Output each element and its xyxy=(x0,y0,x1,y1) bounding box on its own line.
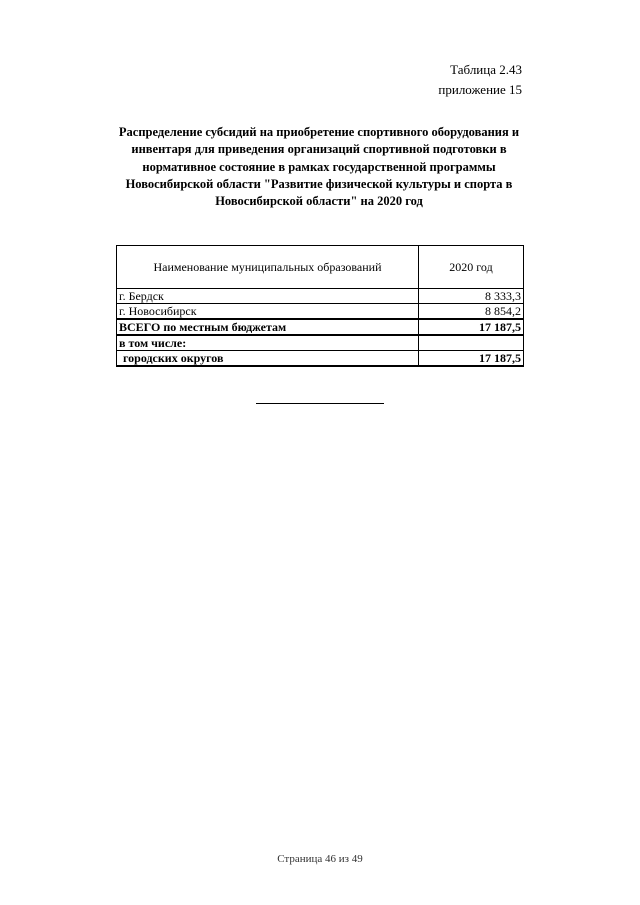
row-value-total: 17 187,5 xyxy=(419,319,524,335)
row-name-total: ВСЕГО по местным бюджетам xyxy=(117,319,419,335)
table-row xyxy=(117,304,524,320)
row-name-urban-districts: городских округов xyxy=(117,351,419,367)
row-name-including: в том числе: xyxy=(117,335,419,351)
column-header-year: 2020 год xyxy=(419,246,524,289)
table-row-urban-districts xyxy=(117,351,524,367)
document-title: Распределение субсидий на приобретение спортивного оборудования и инвентаря для приведения организаций спортивной подготовки в нормативное состояние в рамках государственной программы Новосибирской области "Развитие физической культуры и спорта в Новосибирской области" на 2020 год xyxy=(118,125,520,209)
table-row-including xyxy=(117,335,524,351)
row-value-including xyxy=(419,335,524,351)
table-number: Таблица 2.43 xyxy=(450,62,522,77)
appendix-label: приложение 15 xyxy=(438,82,522,97)
separator-line xyxy=(256,403,384,404)
row-name-novosibirsk: г. Новосибирск xyxy=(117,304,419,320)
table-row-total xyxy=(117,319,524,335)
row-value-novosibirsk: 8 854,2 xyxy=(419,304,524,320)
table-header-row xyxy=(117,246,524,289)
page-number: Страница 46 из 49 xyxy=(277,853,363,865)
subsidy-table xyxy=(116,245,524,367)
column-header-municipality: Наименование муниципальных образований xyxy=(117,246,419,289)
row-value-berdsk: 8 333,3 xyxy=(419,289,524,304)
row-value-urban-districts: 17 187,5 xyxy=(419,351,524,367)
table-row xyxy=(117,289,524,304)
row-name-berdsk: г. Бердск xyxy=(117,289,419,304)
